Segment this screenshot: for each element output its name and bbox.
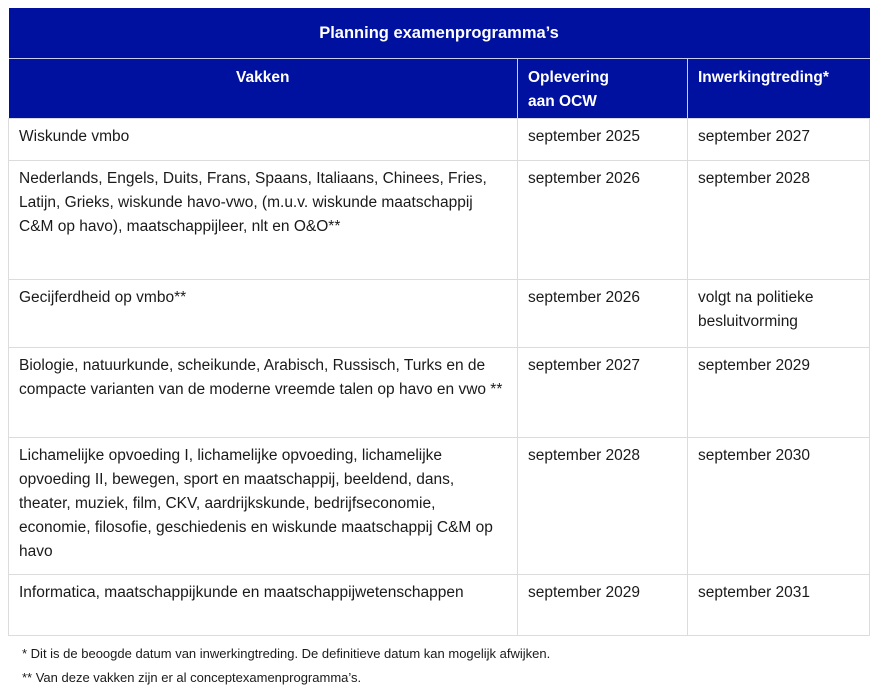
- cell-vakken: Lichamelijke opvoeding I, lichamelijke opvoeding, lichamelijke opvoeding II, bewegen, sport en maatschappij, beeldend, dans, theater, muziek, film, CKV, aardrijkskunde, bedrijfseconomie, economie, filosofie, geschiedenis en wiskunde maatschappij C&M op havo: [9, 438, 518, 575]
- table-row: [9, 438, 870, 575]
- cell-vakken: Wiskunde vmbo: [9, 119, 518, 161]
- table-header-row: [9, 59, 870, 119]
- cell-vakken: Nederlands, Engels, Duits, Frans, Spaans, Italiaans, Chinees, Fries, Latijn, Grieks, wiskunde havo-vwo, (m.u.v. wiskunde maatschappij C&M op havo), maatschappijleer, nlt en O&O**: [9, 161, 518, 280]
- table-title-row: [9, 8, 870, 59]
- table-row: [9, 348, 870, 438]
- cell-oplevering: september 2029: [518, 575, 688, 636]
- table-row: [9, 119, 870, 161]
- cell-inwerkingtreding: volgt na politieke besluitvorming: [688, 280, 870, 348]
- cell-oplevering: september 2025: [518, 119, 688, 161]
- table-title: Planning examenprogramma’s: [9, 8, 870, 59]
- table-row: [9, 575, 870, 636]
- planning-document: [8, 8, 869, 690]
- header-oplevering-line2: aan OCW: [528, 93, 597, 110]
- cell-oplevering: september 2026: [518, 161, 688, 280]
- cell-vakken: Informatica, maatschappijkunde en maatschappijwetenschappen: [9, 575, 518, 636]
- table-row: [9, 161, 870, 280]
- cell-oplevering: september 2026: [518, 280, 688, 348]
- header-inwerkingtreding: Inwerkingtreding*: [688, 59, 870, 119]
- footnotes: [8, 642, 869, 690]
- cell-oplevering: september 2028: [518, 438, 688, 575]
- cell-oplevering: september 2027: [518, 348, 688, 438]
- cell-inwerkingtreding: september 2028: [688, 161, 870, 280]
- planning-table: [8, 8, 870, 636]
- header-vakken: Vakken: [9, 59, 518, 119]
- cell-vakken: Gecijferdheid op vmbo**: [9, 280, 518, 348]
- cell-inwerkingtreding: september 2027: [688, 119, 870, 161]
- header-oplevering: [518, 59, 688, 119]
- cell-inwerkingtreding: september 2030: [688, 438, 870, 575]
- cell-inwerkingtreding: september 2029: [688, 348, 870, 438]
- header-oplevering-line1: Oplevering: [528, 69, 609, 86]
- footnote-2: ** Van deze vakken zijn er al conceptexamenprogramma’s.: [22, 670, 362, 685]
- table-row: [9, 280, 870, 348]
- footnote-1: * Dit is de beoogde datum van inwerkingtreding. De definitieve datum kan mogelijk afwijken.: [22, 646, 551, 661]
- cell-inwerkingtreding: september 2031: [688, 575, 870, 636]
- cell-vakken: Biologie, natuurkunde, scheikunde, Arabisch, Russisch, Turks en de compacte varianten van de moderne vreemde talen op havo en vwo **: [9, 348, 518, 438]
